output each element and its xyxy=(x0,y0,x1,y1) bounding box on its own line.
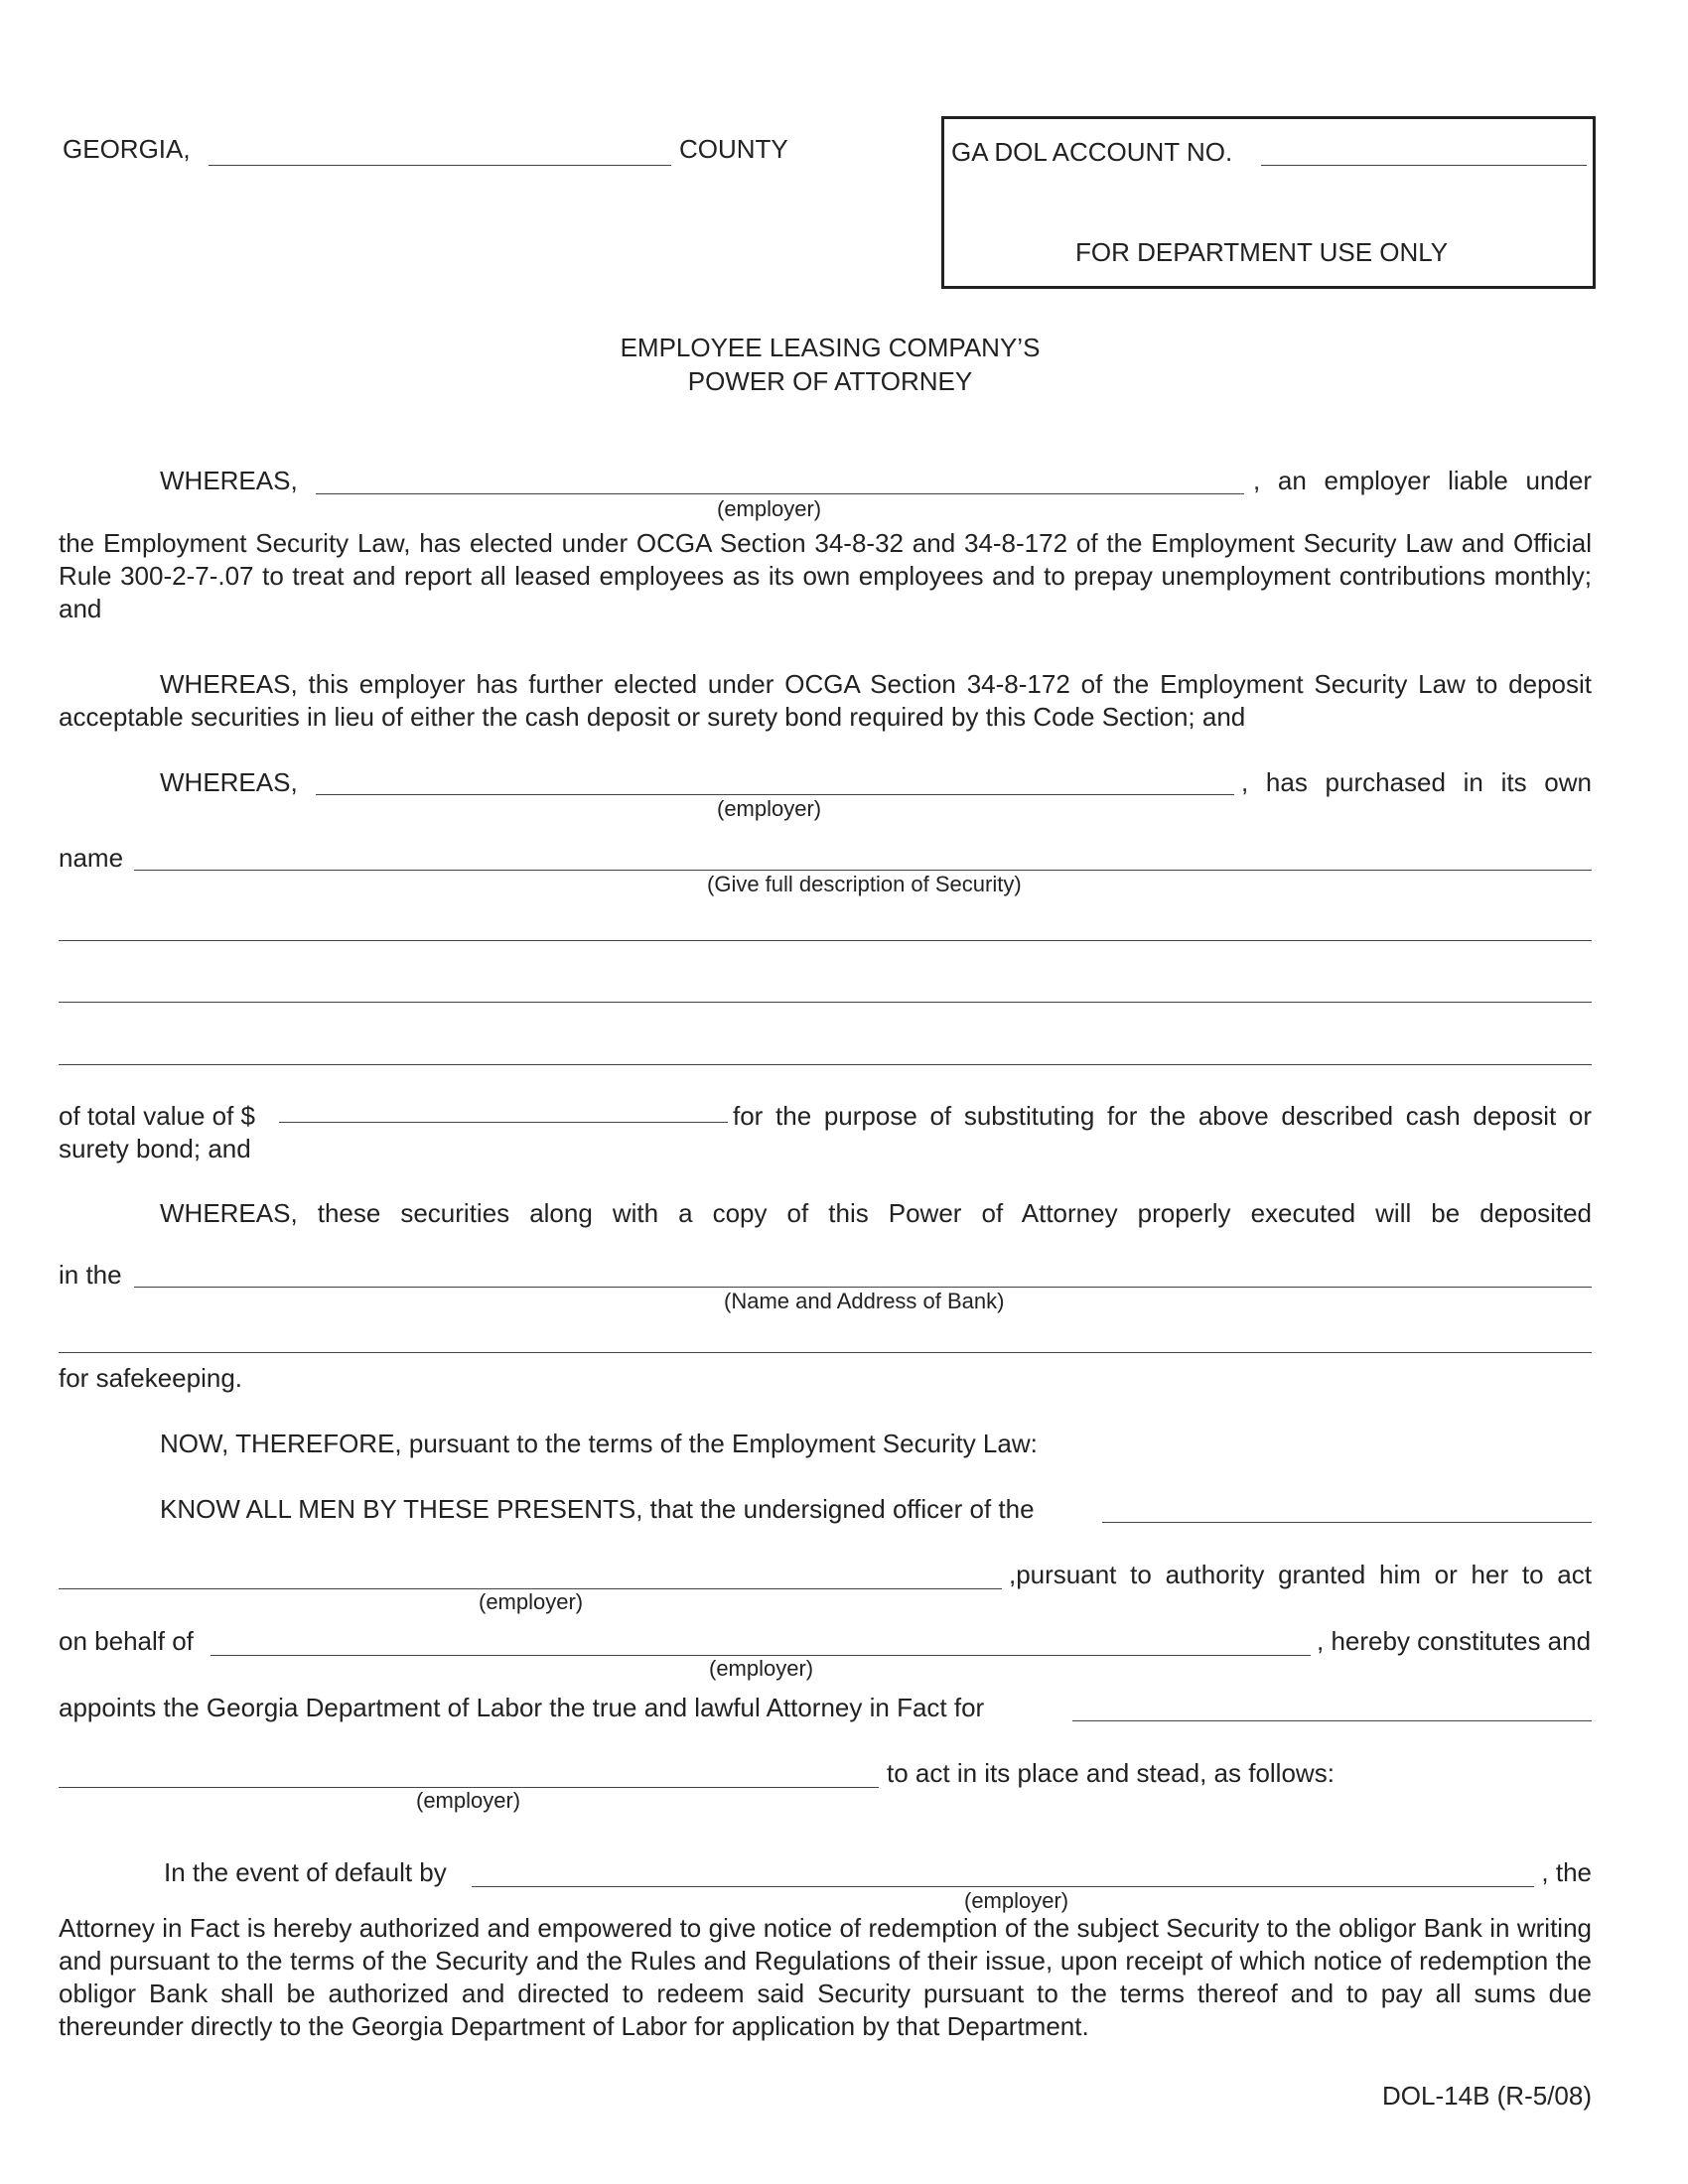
p1-whereas: WHEREAS, xyxy=(160,466,298,495)
total-value-label: of total value of $ xyxy=(59,1101,256,1131)
bank-name-field[interactable] xyxy=(134,1287,1592,1288)
p1-tail: , an employer liable under xyxy=(1253,466,1592,495)
form-id: DOL-14B (R-5/08) xyxy=(1382,2081,1592,2111)
employer-caption-1: (employer) xyxy=(479,1589,584,1614)
p7-body: Attorney in Fact is hereby authorized and empowered to give notice of redemption of the subject Security to the obligor Bank in writing and pursuant to the terms of the Security and the Rules and Regulations of their issue, upon receipt of which notice of redemption the obligor Bank shall be authorized and directed to redeem said Security pursuant to the terms thereof and to pay all sums due thereunder directly to the Georgia Department of Labor for application by that Department. xyxy=(59,1913,1592,2041)
security-description-line-4[interactable] xyxy=(59,1064,1592,1065)
default-by-text: In the event of default by xyxy=(164,1857,447,1887)
employer-caption-3: (employer) xyxy=(416,1788,521,1813)
default-employer-caption: (employer) xyxy=(964,1888,1069,1913)
account-number-label: GA DOL ACCOUNT NO. xyxy=(951,137,1233,167)
security-description-line-2[interactable] xyxy=(59,940,1592,941)
in-the-label: in the xyxy=(59,1260,122,1290)
total-value-field[interactable] xyxy=(279,1122,728,1123)
bank-caption: (Name and Address of Bank) xyxy=(724,1289,1005,1313)
employer-caption-2: (employer) xyxy=(709,1656,814,1681)
officer-company-field[interactable] xyxy=(1102,1522,1592,1523)
p3-whereas: WHEREAS, xyxy=(160,767,298,797)
act-in-place-text: to act in its place and stead, as follows: xyxy=(887,1758,1335,1788)
name-label: name xyxy=(59,843,124,873)
p1-employer-field[interactable] xyxy=(316,493,1244,494)
p2-line1: WHEREAS, this employer has further elected under OCGA Section 34-8-172 of the Employment Security Law to deposit xyxy=(160,669,1592,699)
p3-tail: , has purchased in its own xyxy=(1241,767,1592,797)
on-behalf-label: on behalf of xyxy=(59,1626,194,1656)
bank-address-field[interactable] xyxy=(59,1352,1592,1353)
now-therefore-text: NOW, THEREFORE, pursuant to the terms of the Employment Security Law: xyxy=(160,1429,1038,1458)
pursuant-text: ,pursuant to authority granted him or her to act xyxy=(1009,1560,1592,1589)
p1-body: the Employment Security Law, has elected under OCGA Section 34-8-32 and 34-8-172 of the Employment Security Law and Official Rule 300-2-7-.07 to treat and report all leased employees as its own employees and to prepay unemployment contributions monthly; and xyxy=(59,528,1592,623)
p4-line2: surety bond; and xyxy=(59,1134,251,1163)
security-description-line-3[interactable] xyxy=(59,1002,1592,1003)
p1-employer-caption: (employer) xyxy=(717,496,822,521)
form-title-line1: EMPLOYEE LEASING COMPANY’S xyxy=(620,333,1041,362)
department-use-label: FOR DEPARTMENT USE ONLY xyxy=(1075,237,1449,267)
p7-tail: , the xyxy=(1541,1857,1592,1887)
know-all-men-text: KNOW ALL MEN BY THESE PRESENTS, that the undersigned officer of the xyxy=(160,1494,1035,1524)
form-title-line2: POWER OF ATTORNEY xyxy=(687,366,973,396)
county-field[interactable] xyxy=(209,165,671,166)
safekeeping-text: for safekeeping. xyxy=(59,1363,243,1393)
p3-employer-field[interactable] xyxy=(316,794,1234,795)
security-description-field[interactable] xyxy=(134,870,1592,871)
security-description-caption: (Give full description of Security) xyxy=(707,872,1022,896)
p5-line1: WHEREAS, these securities along with a copy of this Power of Attorney properly executed will be deposited xyxy=(160,1198,1592,1228)
p2-line2: acceptable securities in lieu of either the cash deposit or surety bond required by this Code Section; and xyxy=(59,702,1246,732)
appoints-text: appoints the Georgia Department of Labor the true and lawful Attorney in Fact for xyxy=(59,1693,985,1722)
attorney-for-field[interactable] xyxy=(1072,1720,1592,1721)
constitutes-text: , hereby constitutes and xyxy=(1317,1626,1592,1656)
county-label: COUNTY xyxy=(679,134,788,164)
p4-tail: for the purpose of substituting for the above described cash deposit or xyxy=(733,1101,1592,1131)
georgia-label: GEORGIA, xyxy=(63,134,191,164)
account-number-field[interactable] xyxy=(1261,165,1587,166)
p3-employer-caption: (employer) xyxy=(717,796,822,821)
default-employer-field[interactable] xyxy=(472,1886,1534,1887)
